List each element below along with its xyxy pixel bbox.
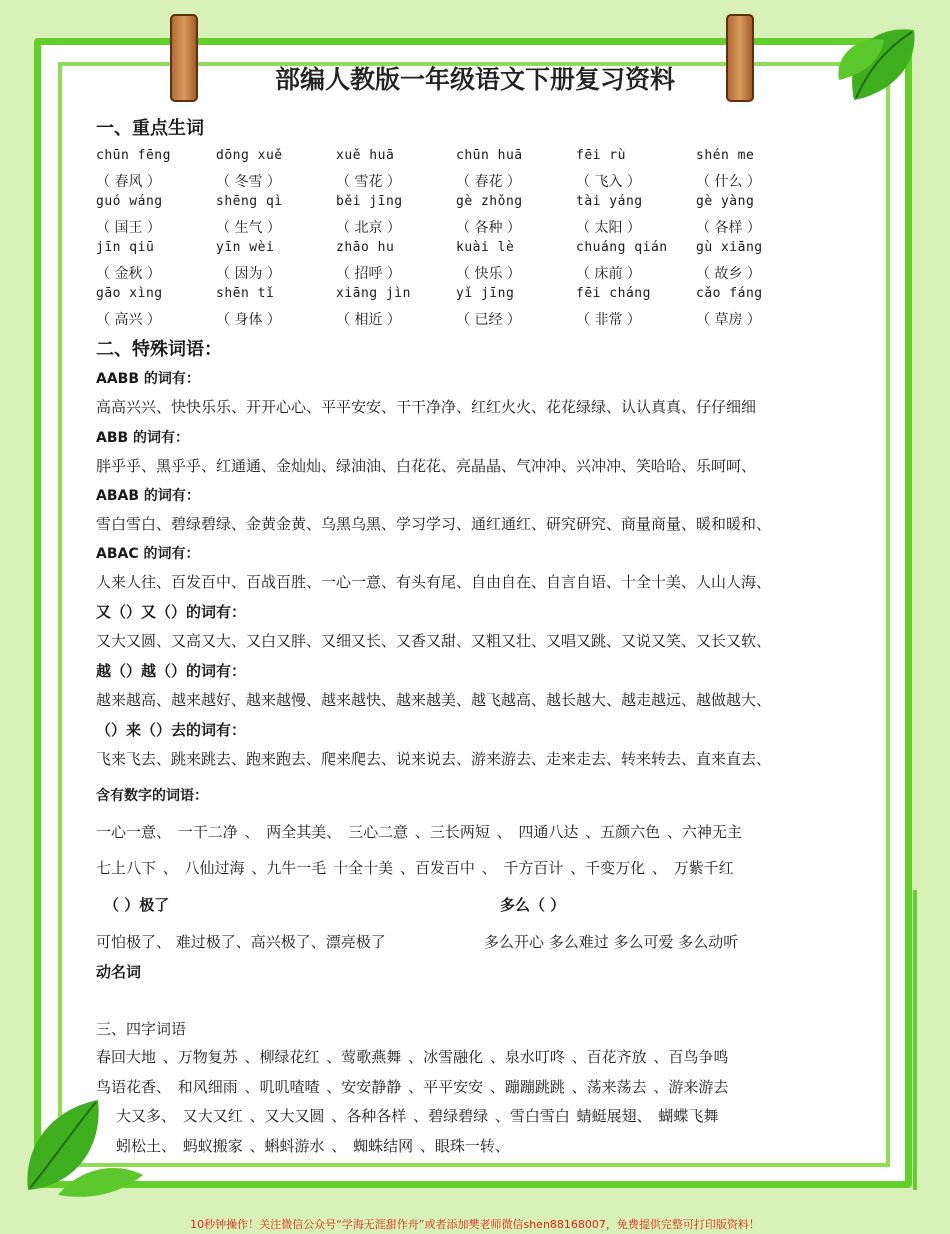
jile-label: （ ）极了 — [104, 896, 170, 914]
frame-accent-bar — [913, 890, 917, 1190]
numbers-line: 一心一意、 一干二净 、 两全其美、 三心二意 、三长两短 、 四通八达 、五颜六色 、六神无主 — [96, 823, 742, 841]
pinyin-cell: gāo xìng — [96, 286, 163, 301]
page-title: 部编人教版一年级语文下册复习资料 — [274, 65, 675, 94]
word-cell: （ 冬雪 ） — [216, 174, 281, 190]
word-cell: （ 国王 ） — [96, 220, 161, 236]
group-label: （）来（）去的词有： — [96, 721, 247, 739]
pinyin-row — [96, 148, 816, 171]
group-label: ABAC 的词有： — [96, 546, 200, 562]
pinyin-cell: xuě huā — [336, 148, 395, 163]
group-label: 又（）又（）的词有： — [96, 603, 247, 621]
section1-heading: 一、重点生词 — [96, 118, 204, 139]
group-text: 越来越高、越来越好、越来越慢、越来越快、越来越美、越飞越高、越长越大、越走越远、越做越大、 — [96, 691, 772, 709]
pinyin-cell: dōng xuě — [216, 148, 283, 163]
pinyin-cell: shēng qì — [216, 194, 283, 209]
group-text: 雪白雪白、碧绿碧绿、金黄金黄、乌黑乌黑、学习学习、通红通红、研究研究、商量商量、暖和暖和、 — [96, 515, 772, 533]
word-row — [96, 309, 816, 332]
pinyin-cell: cǎo fáng — [696, 286, 763, 301]
pinyin-row — [96, 240, 816, 263]
numbers-line: 七上八下 、 八仙过海 、九牛一毛 十全十美 、百发百中 、 千方百计 、千变万化 、 万紫千红 — [96, 859, 734, 877]
group-text: 又大又圆、又高又大、又白又胖、又细又长、又香又甜、又粗又壮、又唱又跳、又说又笑、又长又软、 — [96, 632, 772, 650]
word-row — [96, 171, 816, 194]
footer-notice: 10秒钟操作！关注微信公众号“学海无涯甜作舟”或者添加樊老师微信shen88168007，免费提供完整可打印版资料！ — [190, 1218, 760, 1231]
group-text: 飞来飞去、跳来跳去、跑来跑去、爬来爬去、说来说去、游来游去、走来走去、转来转去、直来直去、 — [96, 750, 772, 768]
word-cell: （ 北京 ） — [336, 220, 401, 236]
word-cell: （ 招呼 ） — [336, 266, 401, 282]
group-label: AABB 的词有： — [96, 371, 200, 387]
pinyin-cell: gè yàng — [696, 194, 755, 209]
pinyin-cell: xiāng jìn — [336, 286, 411, 301]
word-cell: （ 春花 ） — [456, 174, 521, 190]
word-cell: （ 草房 ） — [696, 312, 761, 328]
pinyin-row — [96, 286, 816, 309]
verb-noun-label: 动名词 — [96, 963, 142, 981]
word-cell: （ 故乡 ） — [696, 266, 761, 282]
word-cell: （ 各种 ） — [456, 220, 521, 236]
pinyin-cell: chūn huā — [456, 148, 523, 163]
pinyin-cell: gè zhǒng — [456, 194, 523, 209]
section2-heading: 二、特殊词语： — [96, 339, 222, 360]
word-cell: （ 高兴 ） — [96, 312, 161, 328]
pinyin-cell: fēi cháng — [576, 286, 651, 301]
word-cell: （ 已经 ） — [456, 312, 521, 328]
jile-line: 可怕极了、 难过极了、高兴极了、漂亮极了 — [96, 933, 386, 951]
section3-line: 蚓松土、 蚂蚁搬家 、蝌蚪游水 、 蜘蛛结网 、眼珠一转、 — [116, 1137, 510, 1155]
pinyin-cell: shēn tǐ — [216, 286, 275, 301]
word-cell: （ 春风 ） — [96, 174, 161, 190]
pinyin-cell: běi jīng — [336, 194, 403, 209]
pinyin-row — [96, 194, 816, 217]
word-cell: （ 身体 ） — [216, 312, 281, 328]
word-cell: （ 相近 ） — [336, 312, 401, 328]
pinyin-cell: yīn wèi — [216, 240, 275, 255]
pinyin-cell: jīn qiū — [96, 240, 155, 255]
word-cell: （ 太阳 ） — [576, 220, 641, 236]
word-cell: （ 非常 ） — [576, 312, 641, 328]
word-cell: （ 飞入 ） — [576, 174, 641, 190]
pinyin-cell: guó wáng — [96, 194, 163, 209]
numbers-label: 含有数字的词语： — [96, 788, 208, 804]
word-cell: （ 各样 ） — [696, 220, 761, 236]
pinyin-cell: gù xiāng — [696, 240, 763, 255]
group-text: 胖乎乎、黑乎乎、红通通、金灿灿、绿油油、白花花、亮晶晶、气冲冲、兴冲冲、笑哈哈、乐呵呵、 — [96, 457, 757, 475]
word-cell: （ 因为 ） — [216, 266, 281, 282]
pinyin-cell: kuài lè — [456, 240, 515, 255]
pinyin-cell: chuáng qián — [576, 240, 668, 255]
pinyin-cell: chūn fēng — [96, 148, 171, 163]
section3-line: 鸟语花香、 和风细雨 、叽叽喳喳 、安安静静 、平平安安 、蹦蹦跳跳 、荡来荡去 、游来游去 — [96, 1078, 729, 1096]
word-cell: （ 床前 ） — [576, 266, 641, 282]
word-cell: （ 金秋 ） — [96, 266, 161, 282]
section3-line: 春回大地 、万物复苏 、柳绿花红 、莺歌燕舞 、冰雪融化 、泉水叮咚 、百花齐放 、百鸟争鸣 — [96, 1048, 729, 1066]
pinyin-cell: yǐ jīng — [456, 286, 515, 301]
group-label: ABB 的词有： — [96, 430, 190, 446]
word-cell: （ 雪花 ） — [336, 174, 401, 190]
pinyin-cell: fēi rù — [576, 148, 626, 163]
group-text: 人来人往、百发百中、百战百胜、一心一意、有头有尾、自由自在、自言自语、十全十美、人山人海、 — [96, 573, 772, 591]
word-row — [96, 217, 816, 240]
duome-line: 多么开心 多么难过 多么可爱 多么动听 — [484, 933, 739, 951]
group-label: ABAB 的词有： — [96, 488, 200, 504]
pinyin-cell: zhāo hu — [336, 240, 395, 255]
section3-heading: 三、四字词语 — [96, 1020, 187, 1038]
vocab-grid — [96, 148, 816, 332]
word-cell: （ 什么 ） — [696, 174, 761, 190]
pinyin-cell: shén me — [696, 148, 755, 163]
word-row — [96, 263, 816, 286]
word-cell: （ 快乐 ） — [456, 266, 521, 282]
pinyin-cell: tài yáng — [576, 194, 643, 209]
group-label: 越（）越（）的词有： — [96, 662, 247, 680]
group-text: 高高兴兴、快快乐乐、开开心心、平平安安、干干净净、红红火火、花花绿绿、认认真真、仔仔细细 — [96, 398, 757, 416]
word-cell: （ 生气 ） — [216, 220, 281, 236]
section3-line: 大又多、 又大又红 、又大又圆 、各种各样 、碧绿碧绿 、雪白雪白 蜻蜓展翅、 蝴蝶飞舞 — [116, 1107, 719, 1125]
duome-label: 多么（ ） — [500, 896, 566, 914]
